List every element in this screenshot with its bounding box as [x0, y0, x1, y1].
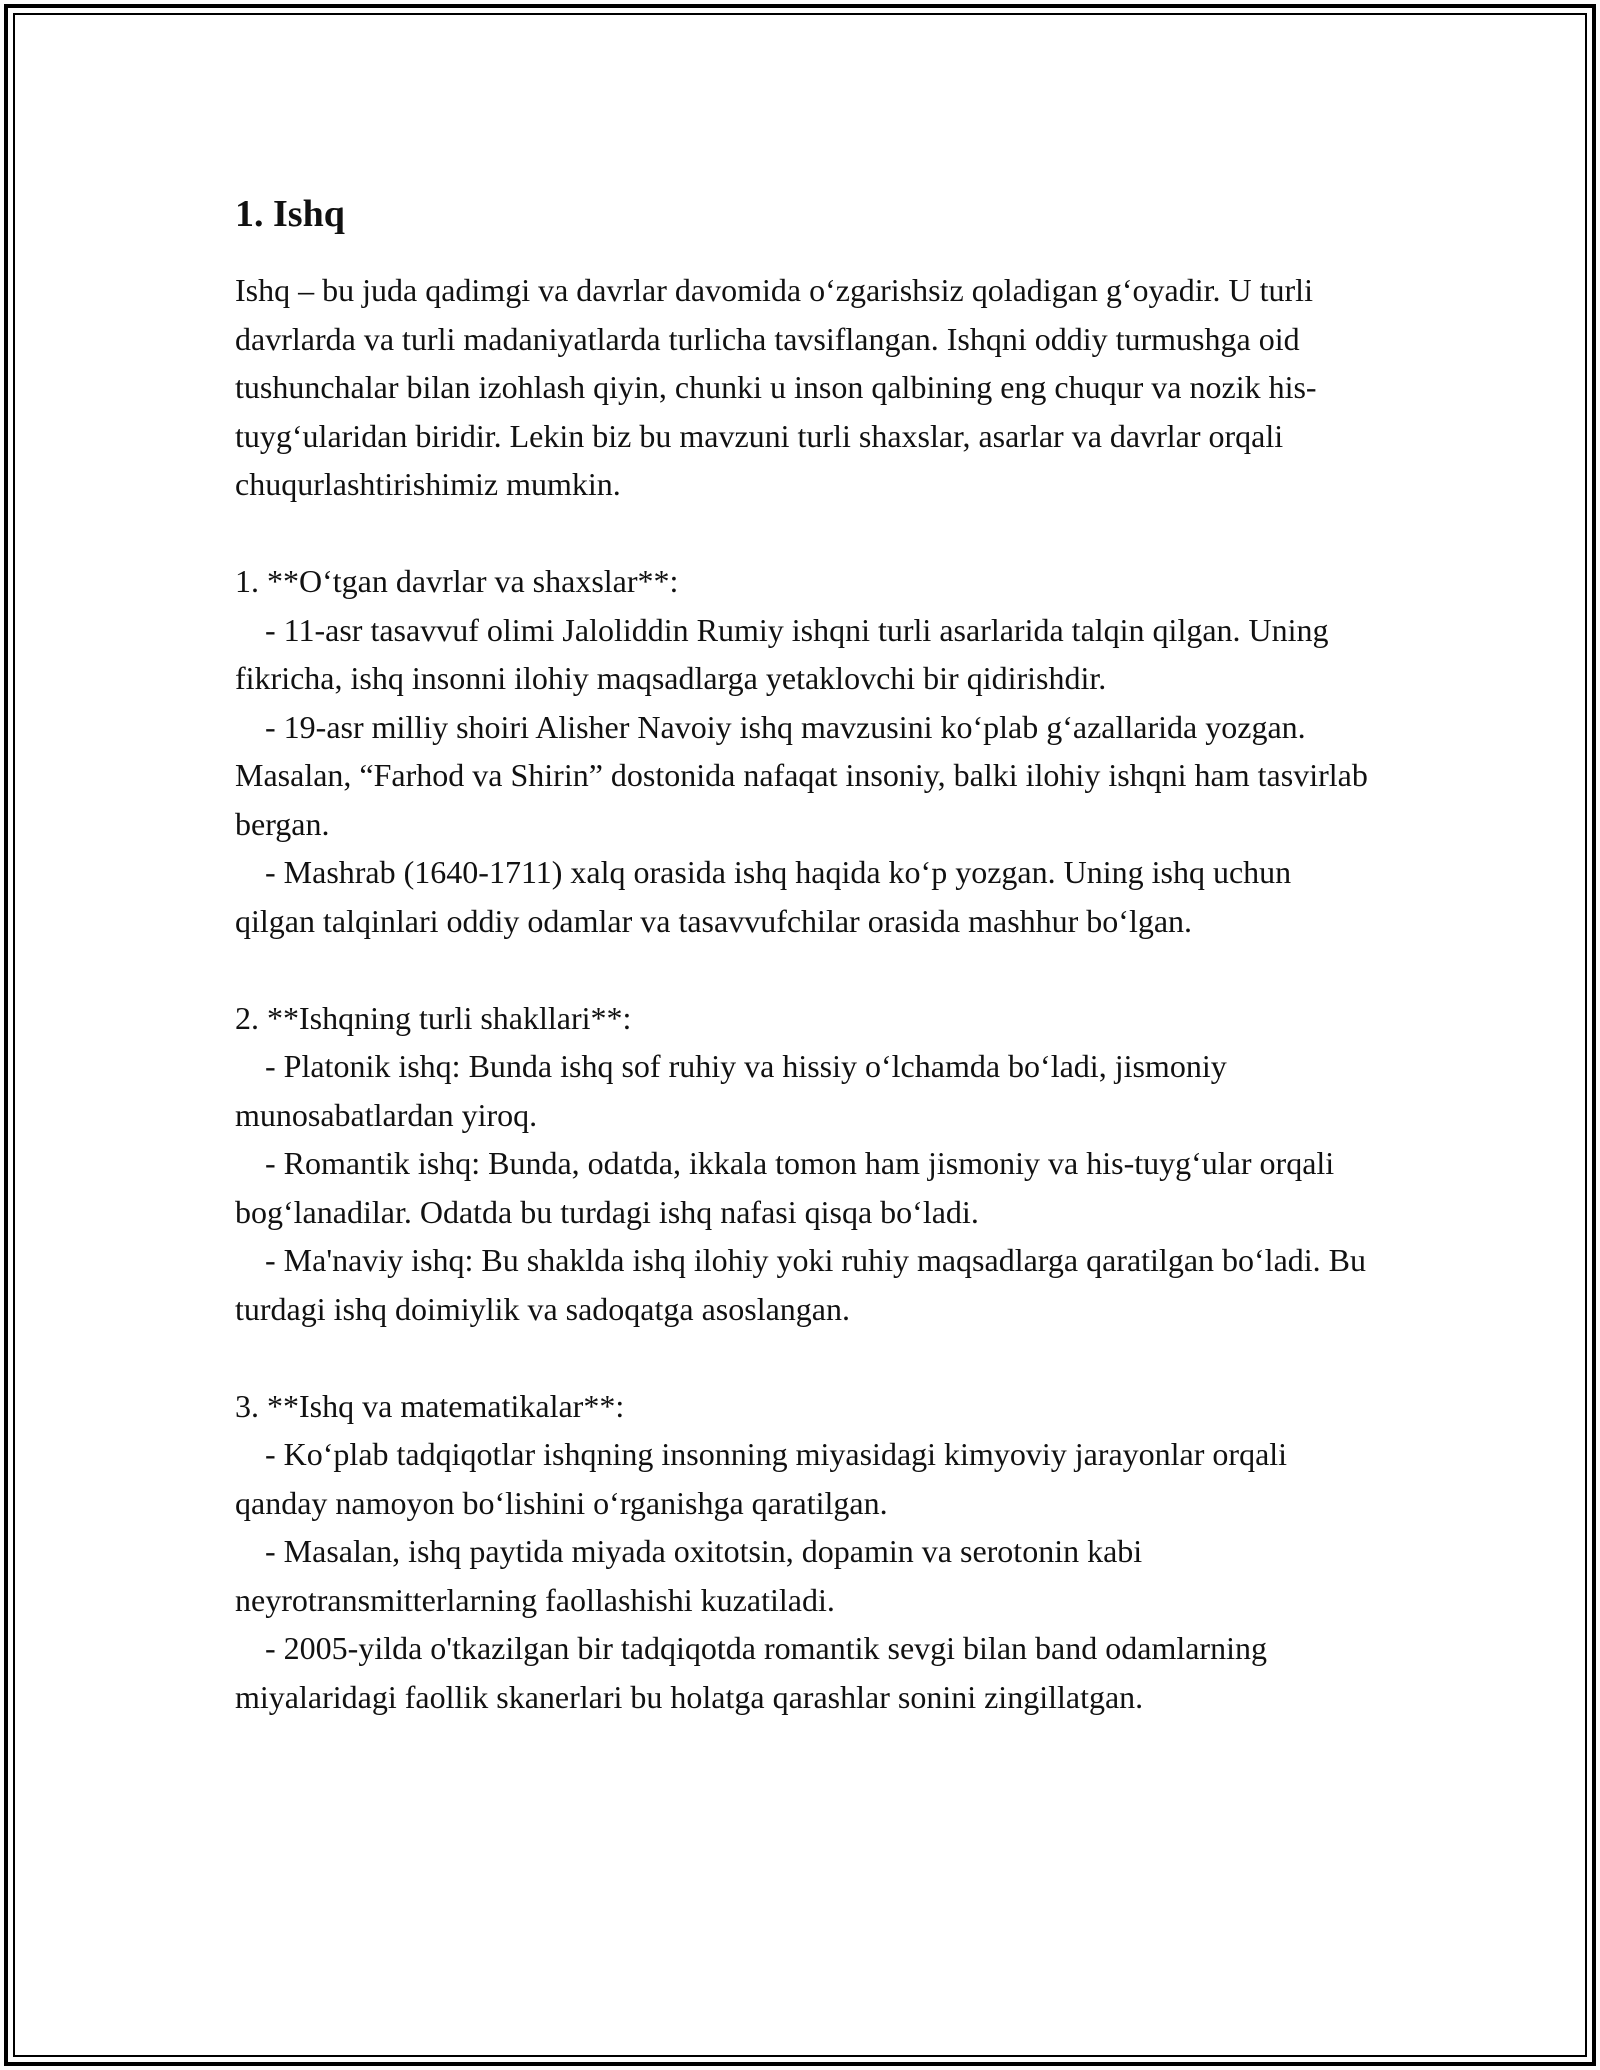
section-heading: 3. **Ishq va matematikalar**: [235, 1387, 625, 1424]
list-item: - 2005-yilda o'tkazilgan bir tadqiqotda romantik sevgi bilan band odamlarning miyalaridagi faollik skanerlari bu holatga qarashlar sonini zingillatgan. [235, 1630, 1267, 1715]
section-love-and-math [235, 1382, 1375, 1722]
spacer [235, 945, 1375, 994]
list-item: - 11-asr tasavvuf olimi Jaloliddin Rumiy ishqni turli asarlarida talqin qilgan. Uning fikricha, ishq insonni ilohiy maqsadlarga yetaklovchi bir qidirishdir. [235, 611, 1329, 696]
section-forms-of-love [235, 994, 1375, 1334]
section-past-eras [235, 557, 1375, 945]
list-item: - Romantik ishq: Bunda, odatda, ikkala tomon ham jismoniy va his-tuyg‘ular orqali bog‘lanadilar. Odatda bu turdagi ishq nafasi qisqa bo‘ladi. [235, 1145, 1335, 1230]
section-heading: 2. **Ishqning turli shakllari**: [235, 999, 632, 1036]
list-item: - Platonik ishq: Bunda ishq sof ruhiy va hissiy o‘lchamda bo‘ladi, jismoniy munosabatlardan yiroq. [235, 1048, 1227, 1133]
list-item: - Mashrab (1640-1711) xalq orasida ishq haqida ko‘p yozgan. Uning ishq uchun qilgan talqinlari oddiy odamlar va tasavvufchilar orasida mashhur bo‘lgan. [235, 854, 1292, 939]
spacer [235, 1333, 1375, 1382]
list-item: - Ko‘plab tadqiqotlar ishqning insonning miyasidagi kimyoviy jarayonlar orqali qanday namoyon bo‘lishini o‘rganishga qaratilgan. [235, 1436, 1288, 1521]
section-heading: 1. **O‘tgan davrlar va shaxslar**: [235, 563, 679, 599]
list-item: - 19-asr milliy shoiri Alisher Navoiy ishq mavzusini ko‘plab g‘azallarida yozgan. Masalan, “Farhod va Shirin” dostonida nafaqat insoniy, balki ilohiy ishqni ham tasvirlab bergan. [235, 708, 1368, 842]
spacer [235, 509, 1375, 558]
document-title: 1. Ishq [235, 193, 345, 235]
list-item: - Masalan, ishq paytida miyada oxitotsin, dopamin va serotonin kabi neyrotransmitterlarning faollashishi kuzatiladi. [235, 1533, 1143, 1618]
list-item: - Ma'naviy ishq: Bu shaklda ishq ilohiy yoki ruhiy maqsadlarga qaratilgan bo‘ladi. Bu turdagi ishq doimiylik va sadoqatga asoslangan. [235, 1242, 1366, 1327]
document-body [235, 190, 1375, 1721]
intro-paragraph: Ishq – bu juda qadimgi va davrlar davomida o‘zgarishsiz qoladigan g‘oyadir. U turli davrlarda va turli madaniyatlarda turlicha tavsiflangan. Ishqni oddiy turmushga oid tushunchalar bilan izohlash qiyin, chunki u inson qalbining eng chuqur va nozik his-tuyg‘ularidan biridir. Lekin biz bu mavzuni turli shaxslar, asarlar va davrlar orqali chuqurlashtirishimiz mumkin. [235, 272, 1317, 502]
